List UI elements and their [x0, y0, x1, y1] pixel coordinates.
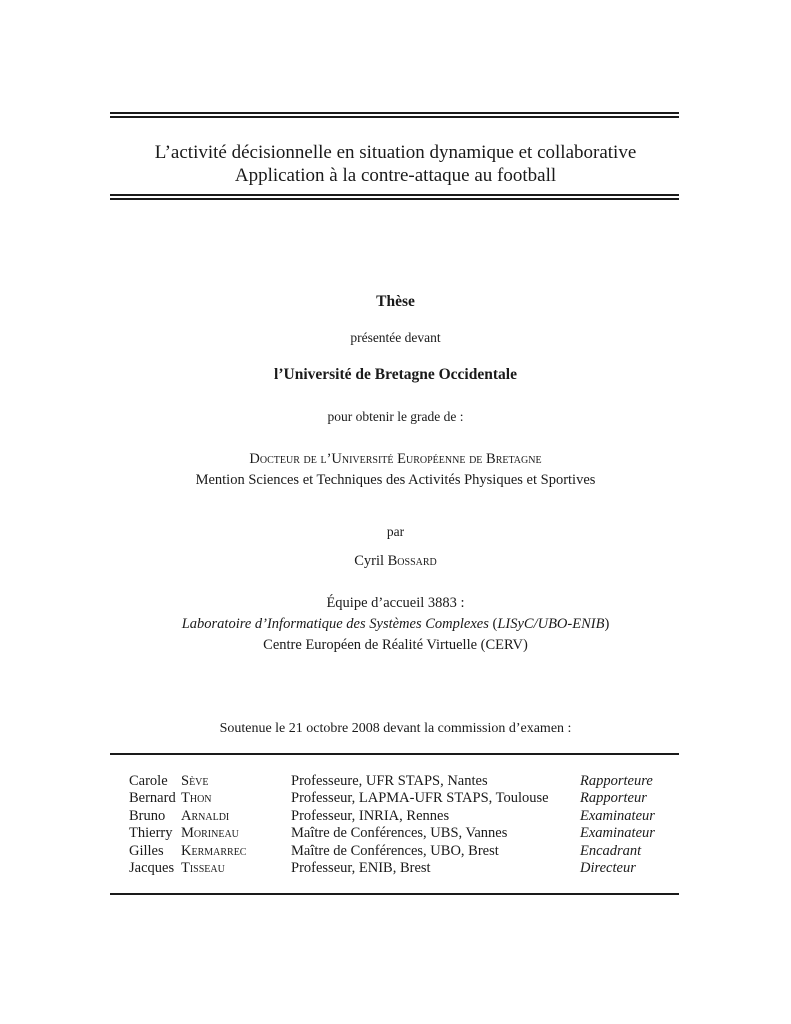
jury-role: Encadrant [580, 842, 642, 859]
lab-acronym: LISyC/UBO-ENIB [497, 616, 605, 632]
jury-bottom-rule [110, 893, 679, 895]
jury-role: Examinateur [580, 825, 655, 842]
lab-line [60, 616, 731, 633]
jury-position: Maître de Conférences, UBO, Brest [291, 842, 499, 859]
jury-first-name: Jacques [129, 859, 175, 876]
title-line-1: L’activité décisionnelle en situation dynamique et collaborative [154, 142, 637, 163]
jury-last-name: Thon [181, 790, 212, 807]
degree-mention: Mention Sciences et Techniques des Activités Physiques et Sportives [195, 472, 596, 488]
grade-intro: pour obtenir le grade de : [327, 409, 464, 424]
thesis-title [80, 141, 711, 187]
jury-role: Rapporteur [580, 790, 647, 807]
title-bottom-double-rule [110, 194, 679, 200]
author-last-name: Bossard [387, 553, 437, 569]
jury-first-name: Gilles [129, 842, 164, 859]
presented-text: présentée devant [350, 330, 441, 345]
lab-name: Laboratoire d’Informatique des Systèmes Complexes [181, 616, 489, 632]
defense-statement: Soutenue le 21 octobre 2008 devant la commission d’examen : [219, 721, 572, 736]
jury-first-name: Carole [129, 773, 168, 789]
university-name: l’Université de Bretagne Occidentale [274, 366, 517, 383]
top-double-rule [110, 112, 679, 118]
jury-position: Professeur, ENIB, Brest [291, 859, 431, 876]
by-text: par [386, 524, 405, 539]
jury-last-name: Sève [181, 773, 209, 789]
jury-position: Professeure, UFR STAPS, Nantes [291, 773, 488, 789]
jury-top-rule [110, 753, 679, 755]
jury-first-name: Bruno [129, 807, 166, 824]
jury-position: Maître de Conférences, UBS, Vannes [291, 825, 508, 842]
jury-last-name: Arnaldi [181, 807, 230, 824]
lab-paren-open: ( [488, 616, 498, 632]
centre-name: Centre Européen de Réalité Virtuelle (CERV) [263, 637, 528, 653]
team-text: Équipe d’accueil 3883 : [326, 595, 465, 611]
degree-title: Docteur de l’Université Européenne de Bretagne [249, 451, 542, 467]
jury-first-name: Thierry [129, 825, 173, 842]
jury-first-name: Bernard [129, 790, 176, 807]
jury-role: Examinateur [580, 807, 655, 824]
jury-position: Professeur, INRIA, Rennes [291, 807, 450, 824]
title-line-2: Application à la contre-attaque au football [234, 165, 557, 186]
author-first-name: Cyril [354, 553, 385, 569]
author-name [60, 553, 731, 570]
jury-role: Directeur [580, 859, 636, 876]
thesis-heading: Thèse [376, 293, 415, 310]
jury-last-name: Tisseau [181, 859, 225, 876]
jury-position: Professeur, LAPMA-UFR STAPS, Toulouse [291, 790, 549, 807]
jury-last-name: Kermarrec [181, 842, 247, 859]
jury-role: Rapporteure [580, 773, 653, 789]
jury-last-name: Morineau [181, 825, 239, 842]
lab-paren-close: ) [604, 616, 610, 632]
